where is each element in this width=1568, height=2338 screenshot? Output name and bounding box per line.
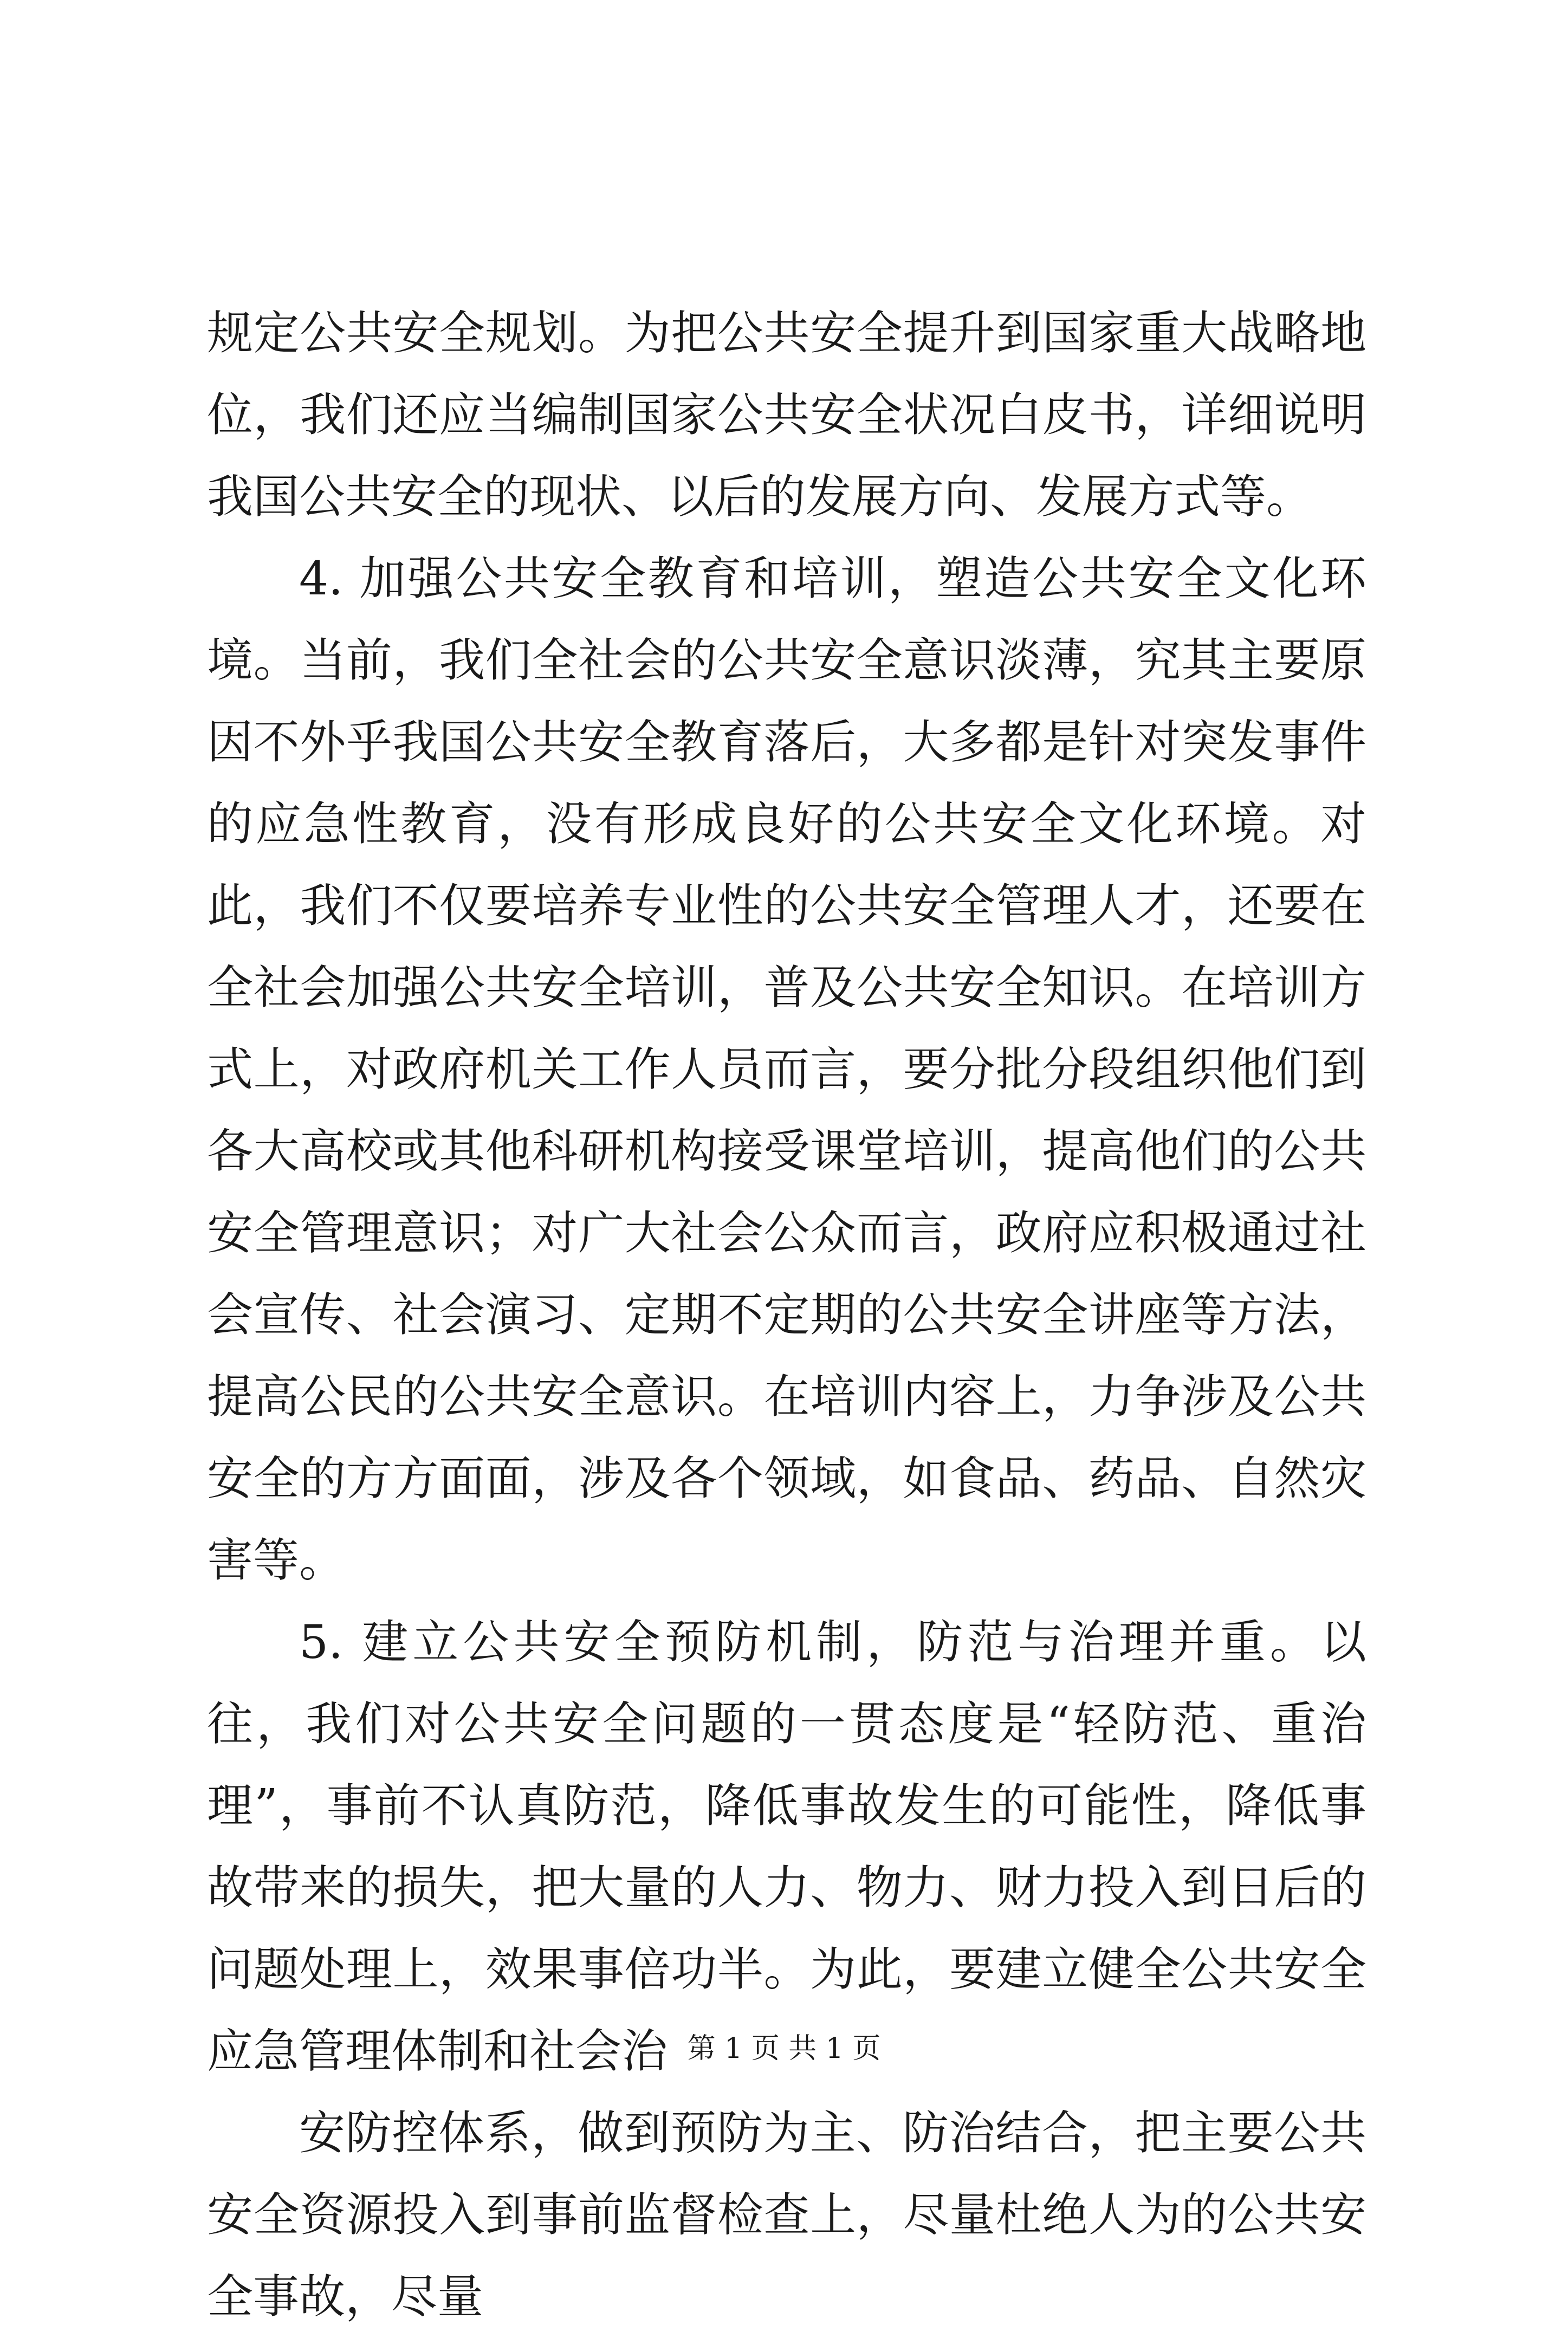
paragraph-3: 5. 建立公共安全预防机制，防范与治理并重。以往，我们对公共安全问题的一贯态度是“轻防范、重治理”，事前不认真防范，降低事故发生的可能性，降低事故带来的损失，把大量的人力、物力、财力投入到日后的问题处理上，效果事倍功半。为此，要建立健全公共安全应急管理体制和社会治 xyxy=(207,1616,1366,2078)
paragraph-1: 规定公共安全规划。为把公共安全提升到国家重大战略地位，我们还应当编制国家公共安全状况白皮书，详细说明我国公共安全的现状、以后的发展方向、发展方式等。 xyxy=(207,307,1366,524)
page-footer: 第 1 页 共 1 页 xyxy=(687,2032,881,2065)
paragraph-2: 4. 加强公共安全教育和培训，塑造公共安全文化环境。当前，我们全社会的公共安全意识淡薄，究其主要原因不外乎我国公共安全教育落后，大多都是针对突发事件的应急性教育，没有形成良好的公共安全文化环境。对此，我们不仅要培养专业性的公共安全管理人才，还要在全社会加强公共安全培训，普及公共安全知识。在培训方式上，对政府机关工作人员而言，要分批分段组织他们到各大高校或其他科研机构接受课堂培训，提高他们的公共安全管理意识；对广大社会公众而言，政府应积极通过社会宣传、社会演习、定期不定期的公共安全讲座等方法，提高公民的公共安全意识。在培训内容上，力争涉及公共安全的方方面面，涉及各个领域，如食品、药品、自然灾害等。 xyxy=(207,552,1366,1588)
paragraph-4: 安防控体系，做到预防为主、防治结合，把主要公共安全资源投入到事前监督检查上，尽量杜绝人为的公共安全事故，尽量 xyxy=(207,2107,1366,2324)
